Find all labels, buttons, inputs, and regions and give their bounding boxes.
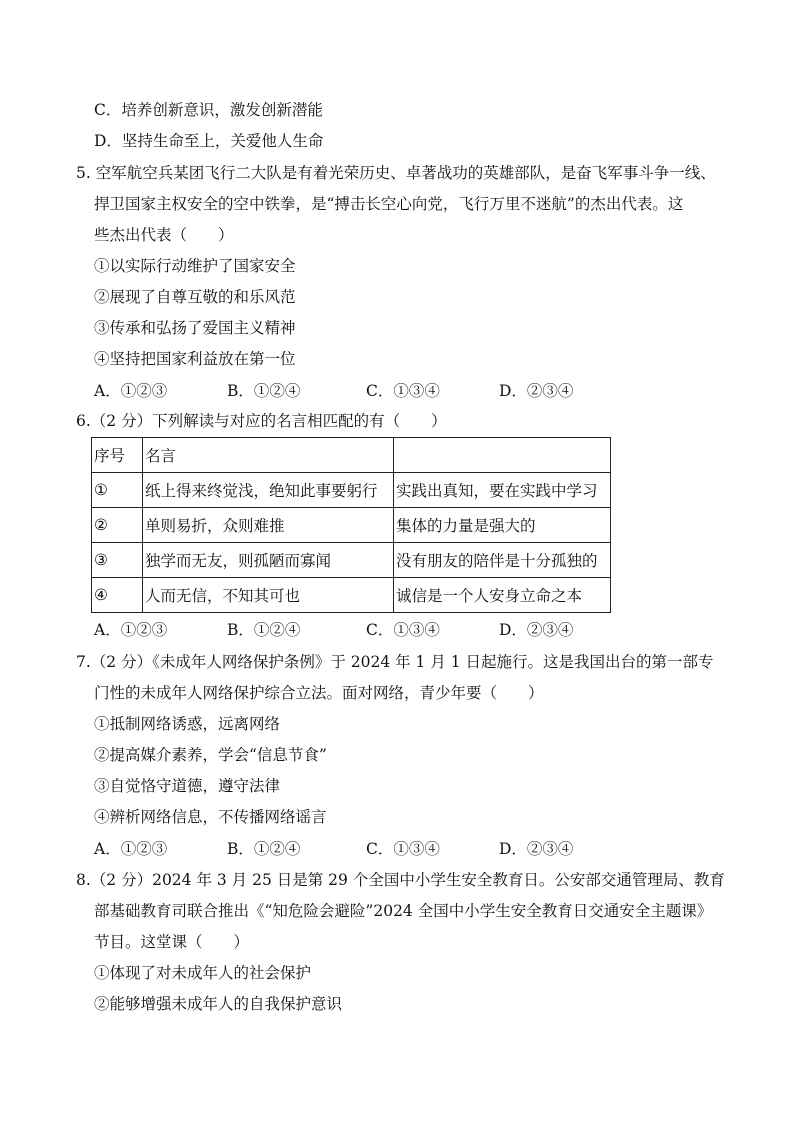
table-header-interpretation (394, 438, 611, 473)
q5-choice-a[interactable]: A．①②③ (94, 382, 168, 400)
q7-choice-c[interactable]: C．①③④ (366, 840, 440, 858)
q7-item-1: ①抵制网络诱惑，远离网络 (94, 715, 281, 733)
q7-choice-b[interactable]: B．①②④ (227, 840, 301, 858)
q6-table (91, 437, 611, 613)
q7-choice-a[interactable]: A．①②③ (94, 840, 168, 858)
table-cell-quote: 独学而无友，则孤陋而寡闻 (143, 543, 394, 578)
q8-item-1: ①体现了对未成年人的社会保护 (94, 964, 312, 982)
q5-choices (94, 381, 634, 401)
table-row (92, 473, 611, 508)
table-header-row (92, 438, 611, 473)
q7-item-2: ②提高媒介素养，学会“信息节食” (94, 746, 327, 764)
q5-item-3: ③传承和弘扬了爱国主义精神 (94, 319, 296, 337)
q5-choice-b[interactable]: B．①②④ (227, 382, 301, 400)
q5-item-4: ④坚持把国家利益放在第一位 (94, 350, 296, 368)
q7-item-3: ③自觉恪守道德，遵守法律 (94, 777, 281, 795)
q7-choice-d[interactable]: D．②③④ (499, 840, 574, 858)
table-row (92, 543, 611, 578)
table-cell-quote: 单则易折，众则难推 (143, 508, 394, 543)
q5-stem-line3: 些杰出代表（ ） (94, 226, 234, 244)
q7-stem-line1: 7.（2 分）《未成年人网络保护条例》于 2024 年 1 月 1 日起施行。这是我国出台的第一部专 (76, 653, 714, 671)
q8-stem-line3: 节目。这堂课（ ） (94, 933, 250, 951)
table-cell-interpretation: 实践出真知，要在实践中学习 (394, 473, 611, 508)
table-cell-interpretation: 集体的力量是强大的 (394, 508, 611, 543)
table-cell-index: ④ (92, 578, 143, 613)
q8-stem-line2: 部基础教育司联合推出《“知危险会避险”2024 全国中小学生安全教育日交通安全主题课》 (94, 902, 713, 920)
q6-choice-b[interactable]: B．①②④ (227, 621, 301, 639)
q7-item-4: ④辨析网络信息，不传播网络谣言 (94, 808, 327, 826)
q5-item-2: ②展现了自尊互敬的和乐风范 (94, 288, 296, 306)
table-row (92, 578, 611, 613)
table-cell-quote: 人而无信，不知其可也 (143, 578, 394, 613)
q7-choices (94, 839, 634, 859)
q5-item-1: ①以实际行动维护了国家安全 (94, 257, 296, 275)
table-cell-quote: 纸上得来终觉浅，绝知此事要躬行 (143, 473, 394, 508)
table-cell-index: ② (92, 508, 143, 543)
table-header-index: 序号 (92, 438, 143, 473)
table-row (92, 508, 611, 543)
q4-option-d: D．坚持生命至上，关爱他人生命 (94, 132, 324, 150)
q6-choice-a[interactable]: A．①②③ (94, 621, 168, 639)
table-cell-interpretation: 诚信是一个人安身立命之本 (394, 578, 611, 613)
q6-choices (94, 620, 634, 640)
q8-stem-line1: 8.（2 分）2024 年 3 月 25 日是第 29 个全国中小学生安全教育日。公安部交通管理局、教育 (76, 871, 725, 889)
table-cell-index: ③ (92, 543, 143, 578)
q4-option-c: C．培养创新意识，激发创新潜能 (94, 101, 323, 119)
q5-stem-line1: 5. 空军航空兵某团飞行二大队是有着光荣历史、卓著战功的英雄部队，是奋飞军事斗争一线、 (76, 164, 716, 182)
q8-item-2: ②能够增强未成年人的自我保护意识 (94, 995, 343, 1013)
q6-choice-d[interactable]: D．②③④ (499, 621, 574, 639)
table-cell-index: ① (92, 473, 143, 508)
q5-choice-d[interactable]: D．②③④ (499, 382, 574, 400)
q5-stem-line2: 捍卫国家主权安全的空中铁拳，是“搏击长空心向党，飞行万里不迷航”的杰出代表。这 (94, 195, 684, 213)
q5-choice-c[interactable]: C．①③④ (366, 382, 440, 400)
q6-choice-c[interactable]: C．①③④ (366, 621, 440, 639)
q6-stem: 6.（2 分）下列解读与对应的名言相匹配的有（ ） (76, 412, 447, 430)
q7-stem-line2: 门性的未成年人网络保护综合立法。面对网络，青少年要（ ） (94, 684, 544, 702)
table-header-quote: 名言 (143, 438, 394, 473)
table-cell-interpretation: 没有朋友的陪伴是十分孤独的 (394, 543, 611, 578)
